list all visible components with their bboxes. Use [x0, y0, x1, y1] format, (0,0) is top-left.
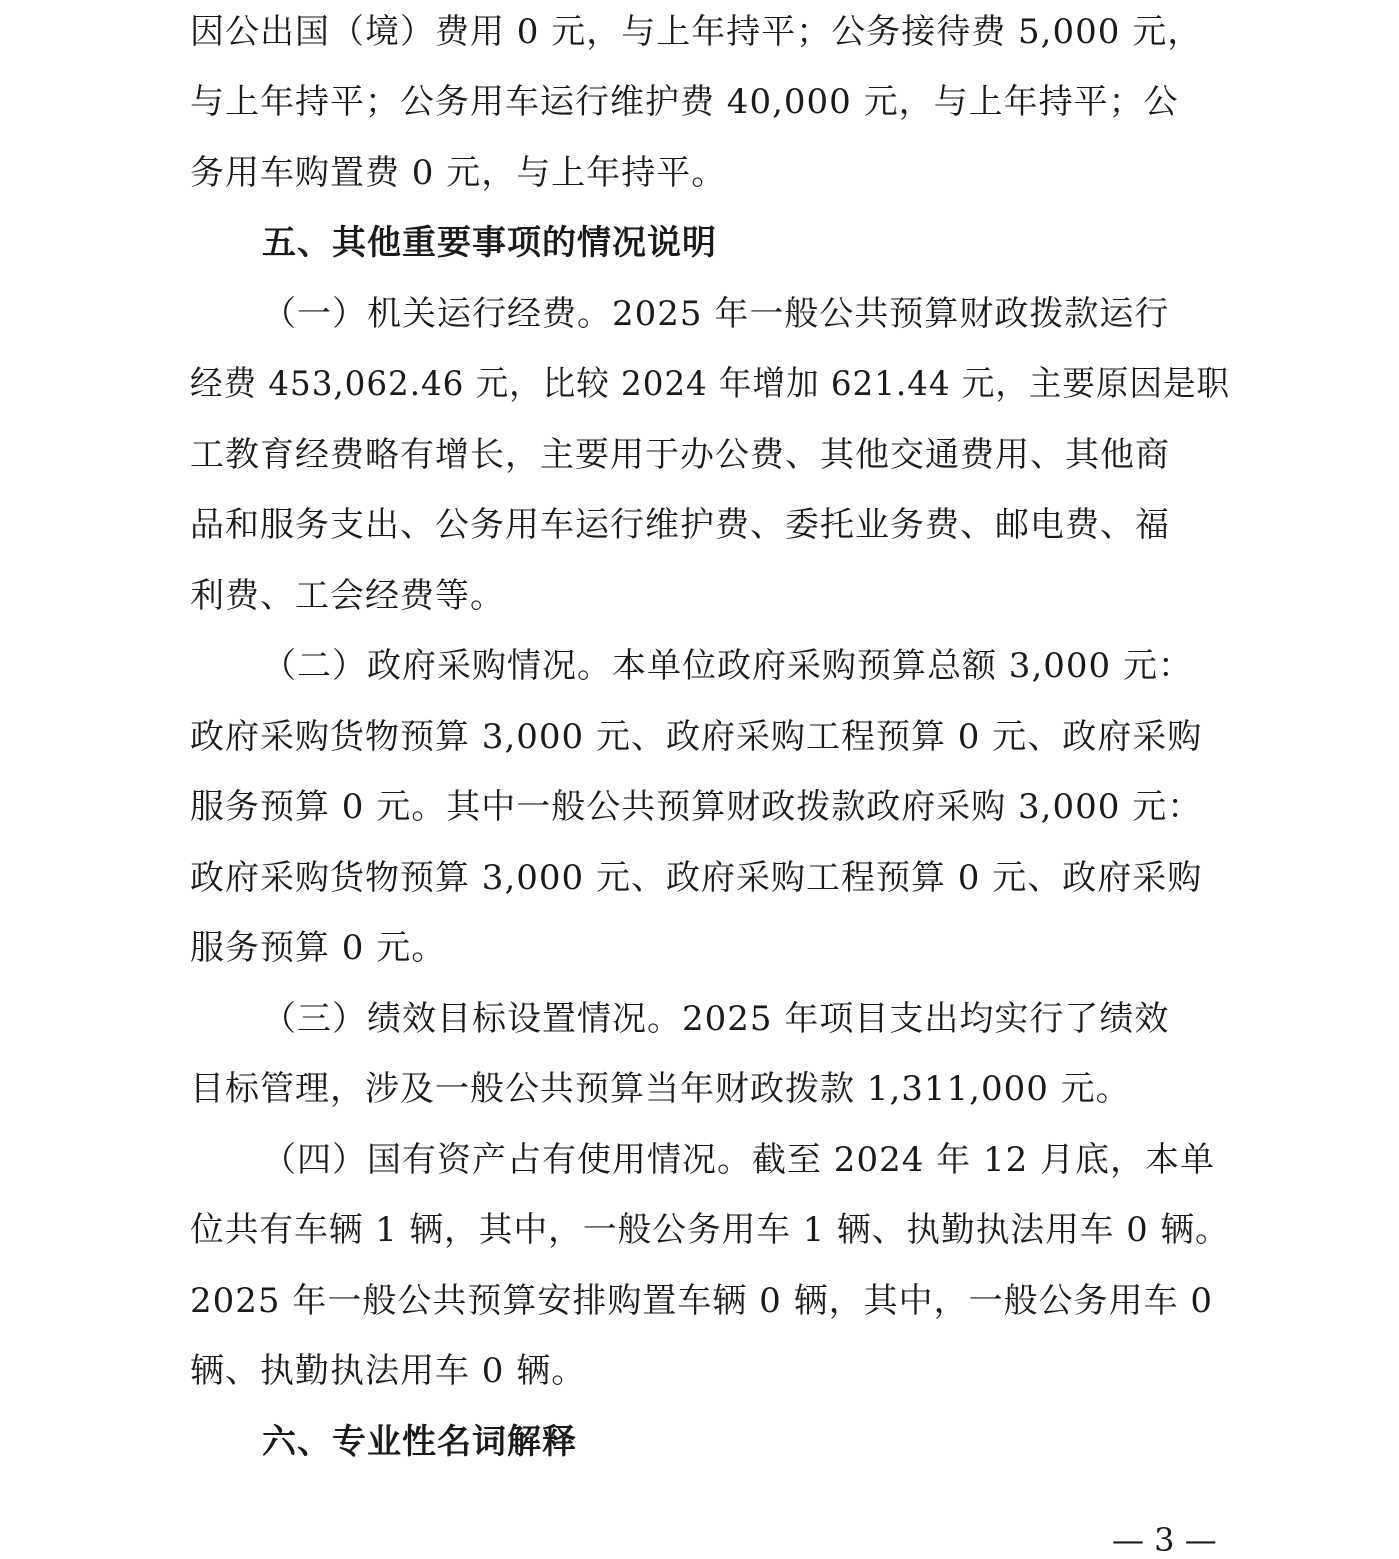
paragraph-line: 与上年持平；公务用车运行维护费 40,000 元，与上年持平；公 — [190, 82, 1179, 122]
paragraph-line: 工教育经费略有增长，主要用于办公费、其他交通费用、其他商 — [190, 435, 1170, 475]
paragraph-line: 务用车购置费 0 元，与上年持平。 — [190, 153, 727, 193]
paragraph-line: 因公出国（境）费用 0 元，与上年持平；公务接待费 5,000 元， — [190, 12, 1203, 52]
paragraph-line: （三）绩效目标设置情况。2025 年项目支出均实行了绩效 — [262, 999, 1170, 1039]
paragraph-line: 目标管理，涉及一般公共预算当年财政拨款 1,311,000 元。 — [190, 1069, 1131, 1109]
paragraph-line: 利费、工会经费等。 — [190, 576, 505, 616]
paragraph-line: 经费 453,062.46 元，比较 2024 年增加 621.44 元，主要原因是职 — [190, 364, 1231, 404]
paragraph-line: 位共有车辆 1 辆，其中，一般公务用车 1 辆、执勤执法用车 0 辆。 — [190, 1210, 1230, 1250]
section-heading: 六、专业性名词解释 — [262, 1422, 577, 1462]
paragraph-line: 服务预算 0 元。其中一般公共预算财政拨款政府采购 3,000 元： — [190, 787, 1203, 827]
page-number: — 3 — — [1112, 1521, 1217, 1559]
paragraph-line: （二）政府采购情况。本单位政府采购预算总额 3,000 元： — [262, 646, 1193, 686]
paragraph-line: 服务预算 0 元。 — [190, 928, 447, 968]
section-heading: 五、其他重要事项的情况说明 — [262, 223, 717, 263]
paragraph-line: 辆、执勤执法用车 0 辆。 — [190, 1351, 587, 1391]
paragraph-line: （四）国有资产占有使用情况。截至 2024 年 12 月底，本单 — [262, 1140, 1216, 1180]
paragraph-line: 品和服务支出、公务用车运行维护费、委托业务费、邮电费、福 — [190, 505, 1170, 545]
paragraph-line: 政府采购货物预算 3,000 元、政府采购工程预算 0 元、政府采购 — [190, 717, 1203, 757]
paragraph-line: 2025 年一般公共预算安排购置车辆 0 辆，其中，一般公务用车 0 — [190, 1281, 1214, 1321]
paragraph-line: 政府采购货物预算 3,000 元、政府采购工程预算 0 元、政府采购 — [190, 858, 1203, 898]
paragraph-line: （一）机关运行经费。2025 年一般公共预算财政拨款运行 — [262, 294, 1170, 334]
